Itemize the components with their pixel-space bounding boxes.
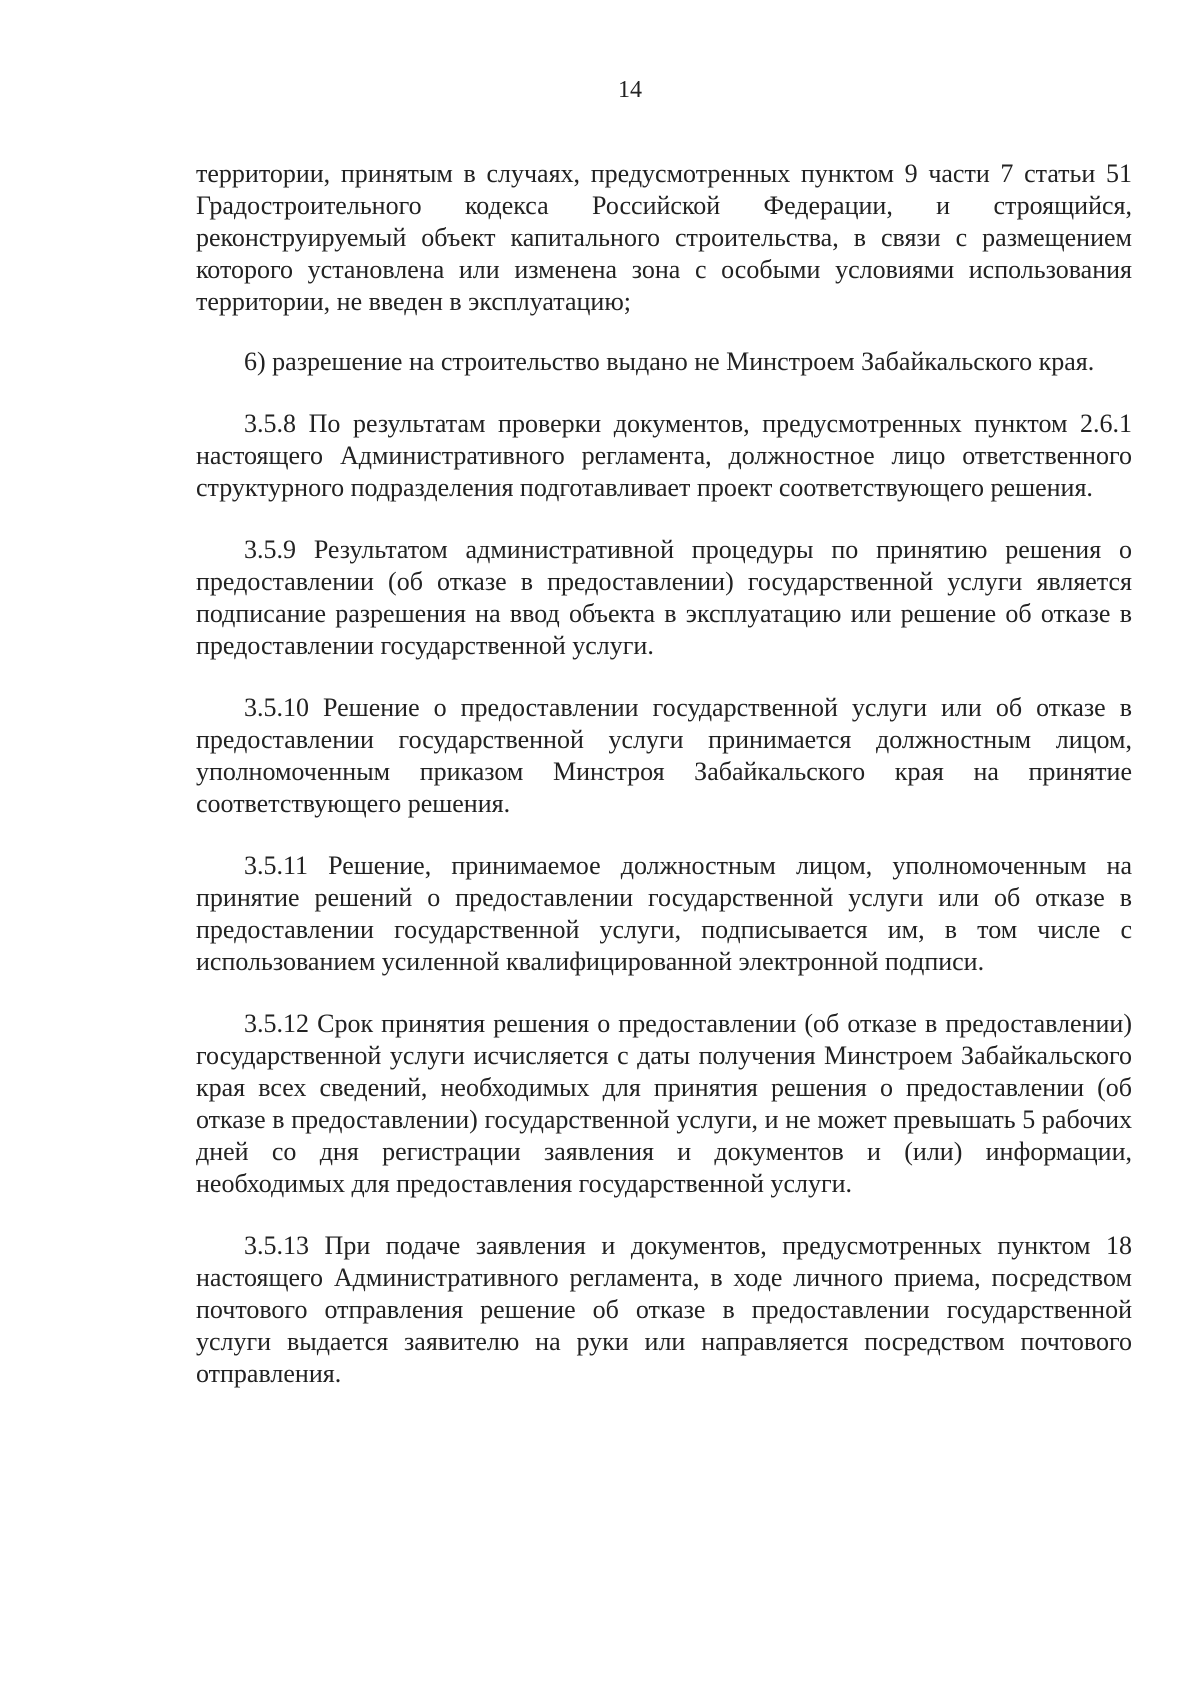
paragraph-3-5-12: 3.5.12 Срок принятия решения о предоставлении (об отказе в предоставлении) государственной услуги исчисляется с даты получения Минстроем Забайкальского края всех сведений, необходимых для принятия решения о предоставлении (об отказе в предоставлении) государственной услуги, и не может превышать 5 рабочих дней со дня регистрации заявления и документов и (или) информации, необходимых для предоставления государственной услуги.: [196, 1009, 1132, 1198]
paragraph-item-6: 6) разрешение на строительство выдано не Минстроем Забайкальского края.: [244, 347, 1095, 376]
paragraph-3-5-8: 3.5.8 По результатам проверки документов, предусмотренных пунктом 2.6.1 настоящего Административного регламента, должностное лицо ответственного структурного подразделения подготавливает проект соответствующего решения.: [196, 409, 1132, 502]
paragraph-3-5-9: 3.5.9 Результатом административной процедуры по принятию решения о предоставлении (об отказе в предоставлении) государственной услуги является подписание разрешения на ввод объекта в эксплуатацию или решение об отказе в предоставлении государственной услуги.: [196, 535, 1132, 660]
paragraph-3-5-13: 3.5.13 При подаче заявления и документов, предусмотренных пунктом 18 настоящего Административного регламента, в ходе личного приема, посредством почтового отправления решение об отказе в предоставлении государственной услуги выдается заявителю на руки или направляется посредством почтового отправления.: [196, 1231, 1132, 1388]
paragraph-3-5-11: 3.5.11 Решение, принимаемое должностным лицом, уполномоченным на принятие решений о предоставлении государственной услуги или об отказе в предоставлении государственной услуги, подписывается им, в том числе с использованием усиленной квалифицированной электронной подписи.: [196, 851, 1132, 976]
paragraph-continuation: территории, принятым в случаях, предусмотренных пунктом 9 части 7 статьи 51 Градостроительного кодекса Российской Федерации, и строящийся, реконструируемый объект капитального строительства, в связи с размещением которого установлена или изменена зона с особыми условиями использования территории, не введен в эксплуатацию;: [196, 159, 1132, 316]
document-body: [196, 158, 1132, 1390]
paragraph-3-5-10: 3.5.10 Решение о предоставлении государственной услуги или об отказе в предоставлении государственной услуги принимается должностным лицом, уполномоченным приказом Минстроя Забайкальского края на принятие соответствующего решения.: [196, 693, 1132, 818]
page-number: 14: [618, 77, 642, 103]
